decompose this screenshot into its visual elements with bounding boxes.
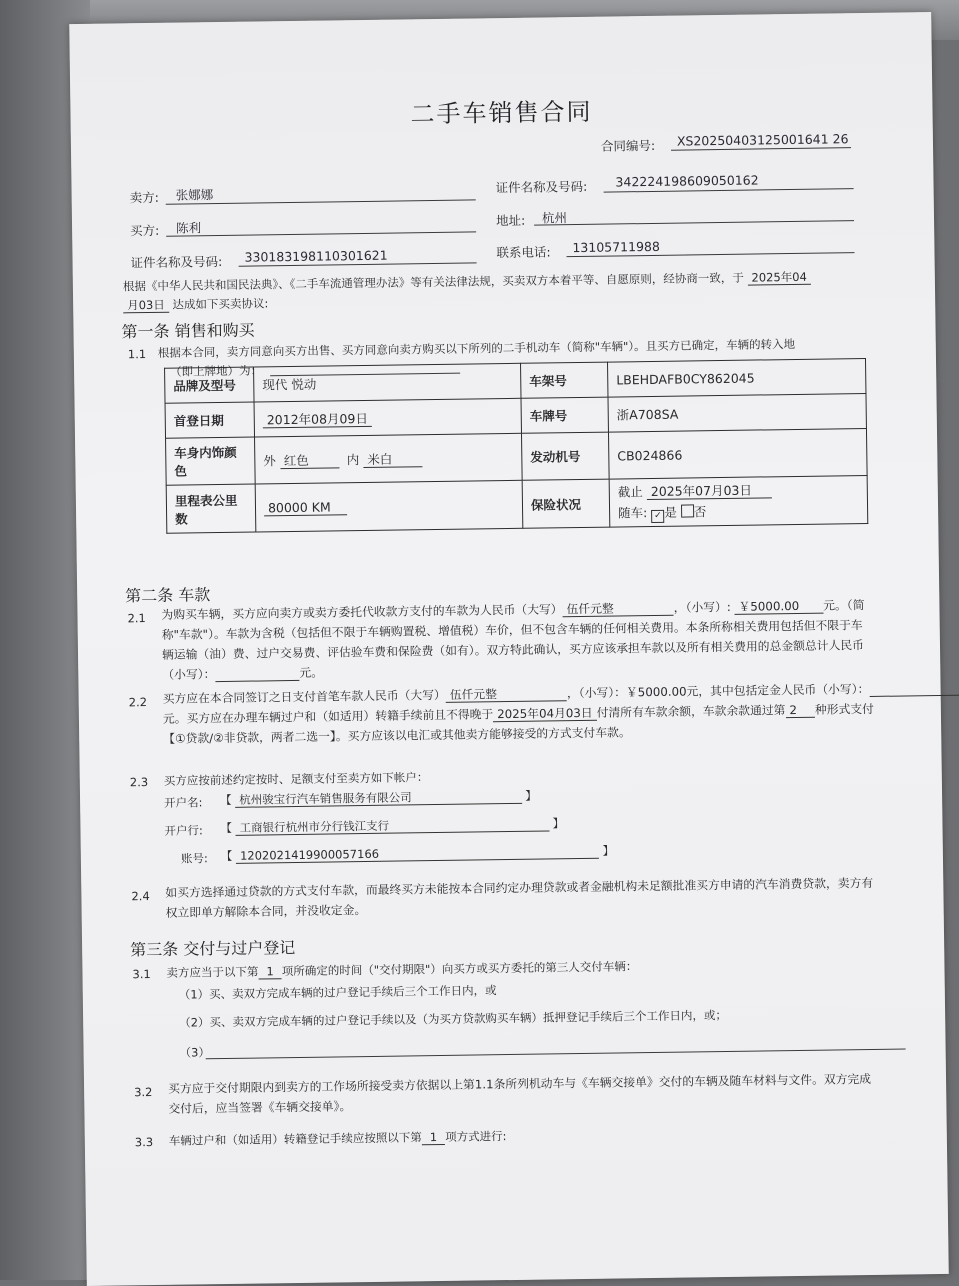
- reg-date-value: 2012年08月09日: [254, 398, 521, 437]
- bank-name: 【 工商银行杭州市分行钱江支行 】: [220, 816, 565, 836]
- engine-value: CB024866: [608, 428, 867, 479]
- vehicle-table: [164, 358, 868, 534]
- account-name: 【 杭州骏宝行汽车销售服务有限公司 】: [219, 788, 537, 808]
- seller-id-label: 证件名称及号码:: [495, 178, 588, 196]
- s3-1-item-1: （1）买、卖双方完成车辆的过户登记手续后三个工作日内，或: [178, 983, 497, 1002]
- address: 杭州: [541, 210, 568, 226]
- s3-2-text: 买方应于交付期限内到卖方的工作场所接受卖方依据以上第1.1条所列机动车与《车辆交接单》交付的车辆及随车材料与文件。双方完成交付后，应当签署《车辆交接单》。: [168, 1071, 872, 1116]
- brand-value: 现代 悦动: [254, 363, 521, 402]
- buyer-name: 陈利: [175, 220, 202, 236]
- plate-label: 车牌号: [521, 397, 608, 433]
- s1-1-text: 根据本合同，卖方同意向买方出售、买方同意向卖方购买以下所列的二手机动车（简称"车辆"）。且买方已确定，车辆的转入地: [157, 336, 796, 360]
- preamble: 根据《中华人民共和国民法典》、《二手车流通管理办法》等有关法律法规，买卖双方本着平等、自愿原则，经协商一致，于 2025年04: [123, 269, 811, 295]
- vin-label: 车架号: [521, 362, 608, 398]
- s2-4-text: 如买方选择通过贷款的方式支付车款，而最终买方未能按本合同约定办理贷款或者金融机构未足额批准买方申请的汽车消费贷款，卖方有权立即单方解除本合同，并没收定金。: [165, 875, 874, 920]
- mileage-value: 80000 KM: [255, 480, 523, 532]
- checkbox-yes: ✓: [651, 510, 664, 523]
- address-label: 地址:: [495, 212, 526, 229]
- section-1-title: 第一条 销售和购买: [121, 320, 255, 342]
- s2-1-text: 为购买车辆，买方应向卖方或卖方委托代收款方支付的车款为人民币（大写） 伍仟元整 ，（小写）: ￥5000.00 元。（简称"车款"）。车款为含税（包括但不限于车辆购置税、增值税）车价，但不包含车辆的任何相关费用。本条所称相关费用包括但不限于车辆运输（油）费、过户交易费、评估验车费和保险费（如有）。双方特此确认，买方应该承担车款以及所有相关费用的总金额总计人民币（小写）： 元。: [161, 598, 865, 682]
- item-3-underline: [206, 1049, 906, 1060]
- s2-4-num: 2.4: [131, 889, 150, 904]
- s2-2-text: 买方应在本合同签订之日支付首笔车款人民币（大写） 伍仟元整 ，（小写）：￥5000.00元，其中包括定金人民币（小写）：元。买方应在办理车辆过户和（如适用）转籍手续前且不得晚于 2025年04月03日 付清所有车款余额，车款余款通过第 2 种形式支付【①贷款/②非贷款，两者二选一】。买方应该以电汇或其他卖方能够接受的方式支付车款。: [163, 679, 876, 749]
- reg-date-label: 首登日期: [165, 402, 254, 438]
- s2-3-num: 2.3: [129, 775, 149, 790]
- address-underline: [534, 220, 854, 225]
- engine-label: 发动机号: [521, 432, 609, 480]
- contract-title: 二手车销售合同: [410, 97, 593, 129]
- s3-3-text: 车辆过户和（如适用）转籍登记手续应按照以下第 1 项方式进行:: [168, 1129, 507, 1148]
- s3-2-num: 3.2: [134, 1085, 153, 1100]
- buyer-underline: [166, 231, 476, 236]
- s2-1-num: 2.1: [127, 611, 146, 626]
- buyer-id: 330183198110301621: [244, 247, 388, 265]
- table-row: [166, 475, 868, 533]
- contract-paper: [69, 12, 949, 1286]
- s3-1-item-3: （3）: [179, 1045, 211, 1060]
- seller-id: 342224198609050162: [615, 172, 759, 190]
- insurance-value: 截止 2025年07月03日 随车: ✓ 是 否: [609, 475, 868, 527]
- section-3-title: 第三条 交付与过户登记: [130, 938, 296, 960]
- s2-2-num: 2.2: [128, 695, 148, 710]
- account-no: 【 1202021419900057166 】: [220, 843, 615, 864]
- brand-label: 品牌及型号: [165, 367, 254, 403]
- phone: 13105711988: [572, 238, 660, 256]
- s1-1-num: 1.1: [127, 347, 147, 362]
- mileage-label: 里程表公里数: [166, 484, 256, 533]
- color-value: 外 红色 内 米白: [255, 433, 523, 484]
- s2-3-text: 买方应按前述约定按时、足额支付至卖方如下帐户：: [163, 770, 429, 788]
- plate-value: 浙A708SA: [608, 393, 866, 432]
- buyer-label: 买方:: [130, 222, 160, 239]
- s1-1-text2: （即上牌地）为：: [169, 363, 263, 379]
- preamble-end: 月03日 达成如下买卖协议:: [123, 295, 268, 313]
- section-2-title: 第二条 车款: [125, 585, 211, 606]
- account-no-label: 账号:: [180, 851, 208, 866]
- account-name-label: 开户名:: [164, 795, 203, 810]
- checkbox-no: [681, 504, 694, 517]
- color-label: 车身内饰颜色: [166, 437, 256, 485]
- bank-label: 开户行:: [164, 823, 203, 838]
- s3-3-num: 3.3: [134, 1135, 154, 1150]
- phone-label: 联系电话:: [496, 244, 551, 261]
- vin-value: LBEHDAFB0CY862045: [608, 358, 866, 397]
- buyer-id-label: 证件名称及号码:: [130, 253, 223, 271]
- s3-1-item-2: （2）买、卖双方完成车辆的过户登记手续以及（为买方贷款购买车辆）抵押登记手续后三个工作日内，或；: [179, 1007, 728, 1030]
- contract-no: XS20250403125001641 26: [676, 131, 849, 149]
- s3-1-num: 3.1: [132, 967, 151, 982]
- contract-no-label: 合同编号:: [600, 137, 656, 154]
- s3-1-text: 卖方应当于以下第 1 项所确定的时间（"交付期限"）向买方或买方委托的第三人交付车辆：: [166, 959, 638, 980]
- seller-label: 卖方:: [129, 189, 159, 206]
- insurance-label: 保险状况: [522, 479, 610, 528]
- seller-name: 张娜娜: [175, 187, 214, 203]
